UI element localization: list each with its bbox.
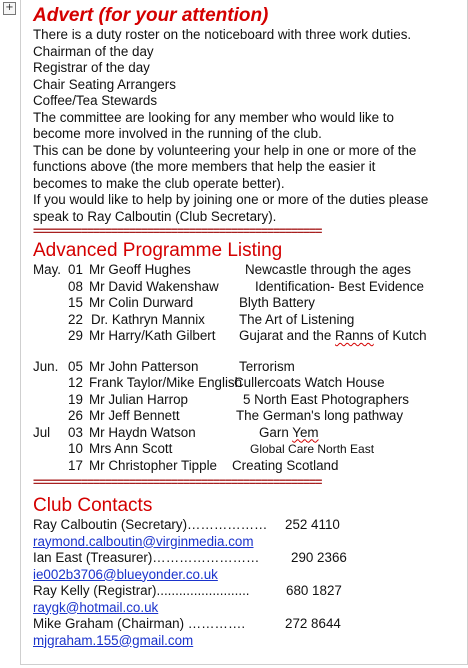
contact-name: Ray Calboutin (Secretary)………………: [33, 517, 268, 532]
programme-day: 26: [68, 408, 83, 423]
advert-line: become more involved in the running of the club.: [33, 126, 322, 141]
programme-row: [33, 408, 461, 425]
topic-text: of Kutch: [373, 328, 427, 343]
programme-day: 05: [68, 358, 83, 374]
contact-row: [33, 517, 461, 534]
programme-row: [33, 312, 461, 329]
programme-speaker: Mr Geoff Hughes: [89, 262, 191, 277]
programme-day: 17: [68, 457, 83, 473]
programme-row: [33, 279, 461, 296]
programme-speaker: Mr Christopher Tipple: [89, 457, 218, 473]
programme-speaker: Mr John Patterson: [89, 358, 199, 374]
programme-topic: The German's long pathway: [236, 408, 404, 423]
contact-email-link[interactable]: ie002b3706@blueyonder.co.uk: [33, 566, 218, 582]
programme-day: 03: [68, 424, 83, 440]
programme-heading: Advanced Programme Listing: [33, 240, 283, 261]
advert-heading: Advert (for your attention): [33, 5, 269, 26]
programme-gap: [33, 345, 461, 359]
contact-email-link[interactable]: mjgraham.155@gmail.com: [33, 632, 194, 648]
contact-email-link[interactable]: raygk@hotmail.co.uk: [33, 599, 159, 615]
topic-text: Garn: [259, 424, 293, 440]
spellcheck-word[interactable]: Yem: [292, 424, 319, 440]
contacts-heading: Club Contacts: [33, 495, 153, 516]
programme-day: 22: [68, 311, 83, 327]
programme-day: 15: [68, 295, 83, 310]
programme-month: Jul: [33, 424, 51, 440]
programme-day: 29: [68, 328, 83, 343]
contact-name: Ian East (Treasurer)……………………: [33, 550, 260, 565]
programme-topic: Newcastle through the ages: [245, 262, 411, 277]
advert-line: becomes to make the club operate better).: [33, 175, 285, 191]
advert-line: Registrar of the day: [33, 60, 150, 75]
contact-row: [33, 583, 461, 600]
programme-speaker: Mr Haydn Watson: [89, 424, 196, 440]
spellcheck-word[interactable]: Ranns: [335, 328, 374, 343]
contact-phone: 680 1827: [286, 583, 342, 598]
contact-name: Ray Kelly (Registrar).........................: [33, 583, 250, 598]
programme-topic: Identification- Best Evidence: [255, 278, 424, 294]
programme-topic: 5 North East Photographers: [243, 391, 409, 407]
programme-row: [33, 359, 461, 376]
programme-speaker: Mr Colin Durward: [89, 295, 194, 310]
programme-speaker: Mrs Ann Scott: [89, 441, 173, 456]
programme-row: [33, 425, 461, 442]
contact-row: [33, 616, 461, 633]
advert-line: Chairman of the day: [33, 43, 154, 59]
programme-topic: Terrorism: [239, 358, 295, 374]
programme-speaker: Mr David Wakenshaw: [89, 278, 219, 294]
advert-line: speak to Ray Calboutin (Club Secretary).: [33, 208, 277, 224]
programme-day: 01: [68, 262, 83, 277]
contact-email-link[interactable]: raymond.calboutin@virginmedia.com: [33, 533, 254, 549]
contacts-list: [33, 517, 461, 649]
contact-phone: 252 4110: [285, 517, 340, 532]
programme-topic: Blyth Battery: [239, 295, 315, 310]
programme-day: 10: [68, 441, 83, 456]
advert-line: functions above (the more members that help the easier it: [33, 159, 376, 174]
topic-text: Gujarat and the: [239, 328, 336, 343]
programme-topic: [259, 425, 319, 442]
contact-name: Mike Graham (Chairman) ………….: [33, 616, 246, 631]
contact-row: [33, 550, 461, 567]
programme-topic: Creating Scotland: [232, 457, 339, 473]
programme-topic: The Art of Listening: [239, 311, 355, 327]
programme-month: May.: [33, 262, 62, 277]
advert-body: [33, 27, 461, 225]
contact-phone: 290 2366: [291, 550, 347, 565]
programme-topic: Cullercoats Watch House: [234, 375, 385, 390]
advert-line: Coffee/Tea Stewards: [33, 93, 158, 108]
programme-speaker: Dr. Kathryn Mannix: [91, 311, 205, 327]
programme-topic: [239, 328, 427, 345]
programme-row: [33, 375, 461, 392]
programme-day: 19: [68, 391, 83, 407]
programme-row: [33, 441, 461, 458]
table-move-handle-icon[interactable]: +: [3, 2, 16, 15]
advert-line: There is a duty roster on the noticeboard with three work duties.: [33, 27, 412, 42]
programme-row: [33, 328, 461, 345]
programme-speaker: Mr Harry/Kath Gilbert: [89, 328, 216, 343]
separator: ================================================: [33, 225, 322, 237]
programme-row: [33, 458, 461, 475]
programme-speaker: Frank Taylor/Mike English: [89, 375, 243, 390]
advert-line: The committee are looking for any member who would like to: [33, 109, 394, 125]
programme-row: [33, 392, 461, 409]
contact-phone: 272 8644: [285, 616, 341, 631]
programme-month: Jun.: [33, 358, 59, 374]
programme-row: [33, 295, 461, 312]
programme-speaker: Mr Jeff Bennett: [89, 408, 180, 423]
separator: ================================================: [33, 476, 322, 488]
advert-line: Chair Seating Arrangers: [33, 76, 176, 92]
advert-line: This can be done by volunteering your help in one or more of the: [33, 142, 417, 158]
programme-topic: Global Care North East: [250, 442, 375, 456]
document-content: [33, 4, 461, 649]
programme-day: 12: [68, 375, 83, 390]
programme-list: [33, 262, 461, 474]
programme-day: 08: [68, 278, 83, 294]
programme-speaker: Mr Julian Harrop: [89, 391, 188, 407]
programme-row: [33, 262, 461, 279]
advert-line: If you would like to help by joining one or more of the duties please: [33, 192, 429, 207]
